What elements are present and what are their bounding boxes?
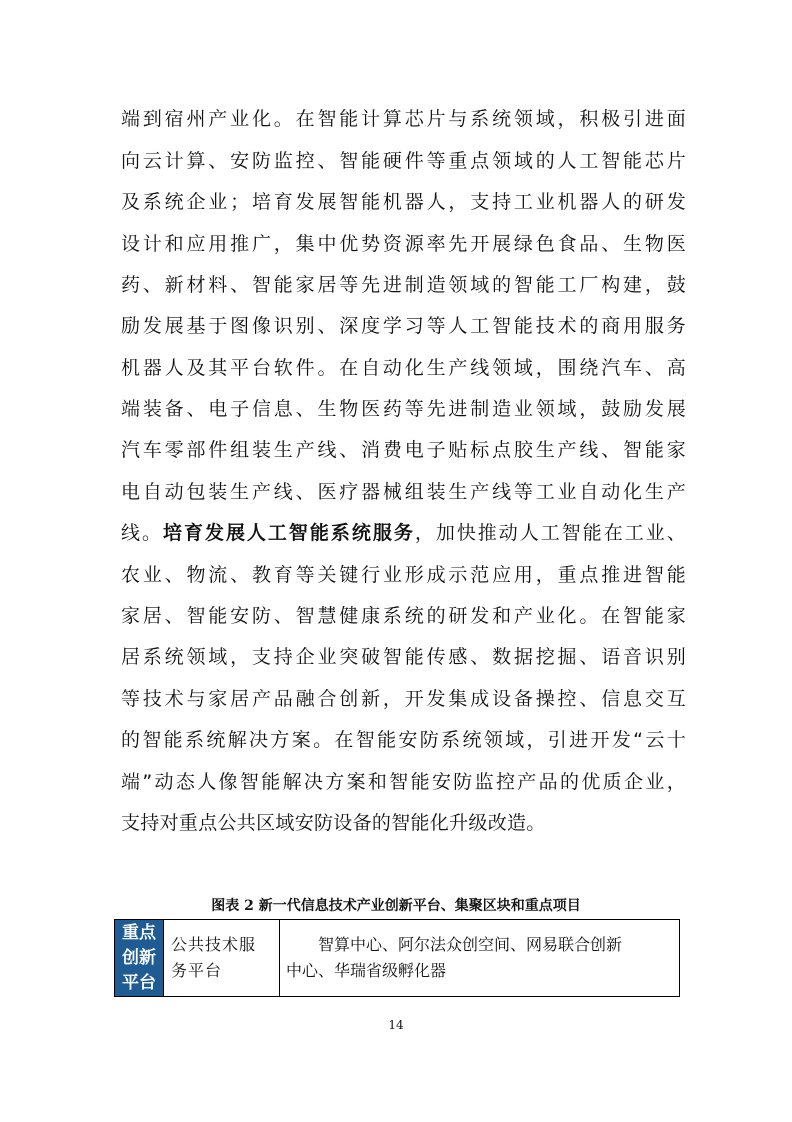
paragraph-line: 药、新材料、智能家居等先进制造领域的智能工厂构建，鼓 (121, 274, 686, 296)
table-caption: 图表 2 新一代信息技术产业创新平台、集聚区块和重点项目 (211, 898, 581, 914)
paragraph-line: 汽车零部件组装生产线、消费电子贴标点胶生产线、智能家 (121, 439, 686, 461)
type-label-line: 公共技术服 (171, 935, 257, 954)
category-label-line: 平台 (122, 973, 156, 993)
type-label-line: 务平台 (171, 961, 223, 980)
platform-table (114, 919, 680, 997)
paragraph-line: 向云计算、安防监控、智能硬件等重点领域的人工智能芯片 (121, 150, 686, 172)
paragraph-line: 机器人及其平台软件。在自动化生产线领域，围绕汽车、高 (121, 357, 686, 379)
bold-heading-phrase: 培育发展人工智能系统服务 (162, 522, 415, 544)
paragraph-line: 等技术与家居产品融合创新，开发集成设备操控、信息交互 (121, 688, 686, 710)
paragraph-line: 端装备、电子信息、生物医药等先进制造业领域，鼓励发展 (121, 398, 686, 420)
paragraph-line: 端到宿州产业化。在智能计算芯片与系统领域，积极引进面 (121, 108, 686, 130)
paragraph-line: 居系统领域，支持企业突破智能传感、数据挖掘、语音识别 (121, 646, 686, 668)
category-label-line: 创新 (122, 948, 156, 968)
items-cell (280, 920, 679, 996)
line-prefix: 线。 (121, 522, 163, 544)
type-cell (164, 920, 280, 996)
page-number: 14 (388, 1018, 404, 1032)
paragraph-line: 支持对重点公共区域安防设备的智能化升级改造。 (121, 812, 546, 834)
paragraph-line: 家居、智能安防、智慧健康系统的研发和产业化。在智能家 (121, 605, 686, 627)
line-suffix: ，加快推动人工智能在工业、 (414, 522, 686, 544)
items-line: 中心、华瑞省级孵化器 (286, 961, 447, 980)
category-cell (115, 920, 164, 996)
paragraph-line: 端”动态人像智能解决方案和智能安防监控产品的优质企业， (121, 771, 686, 793)
paragraph-line: 及系统企业；培育发展智能机器人，支持工业机器人的研发 (121, 191, 686, 213)
paragraph-line-mixed (121, 521, 686, 545)
paragraph-line: 电自动包装生产线、医疗器械组装生产线等工业自动化生产 (121, 481, 686, 503)
paragraph-line: 的智能系统解决方案。在智能安防系统领域，引进开发“云十 (121, 729, 686, 751)
items-line: 智算中心、阿尔法众创空间、网易联合创新 (318, 935, 623, 954)
paragraph-line: 农业、物流、教育等关键行业形成示范应用，重点推进智能 (121, 564, 686, 586)
category-label-line: 重点 (122, 923, 156, 943)
paragraph-line: 励发展基于图像识别、深度学习等人工智能技术的商用服务 (121, 315, 686, 337)
paragraph-line: 设计和应用推广，集中优势资源率先开展绿色食品、生物医 (121, 233, 686, 255)
